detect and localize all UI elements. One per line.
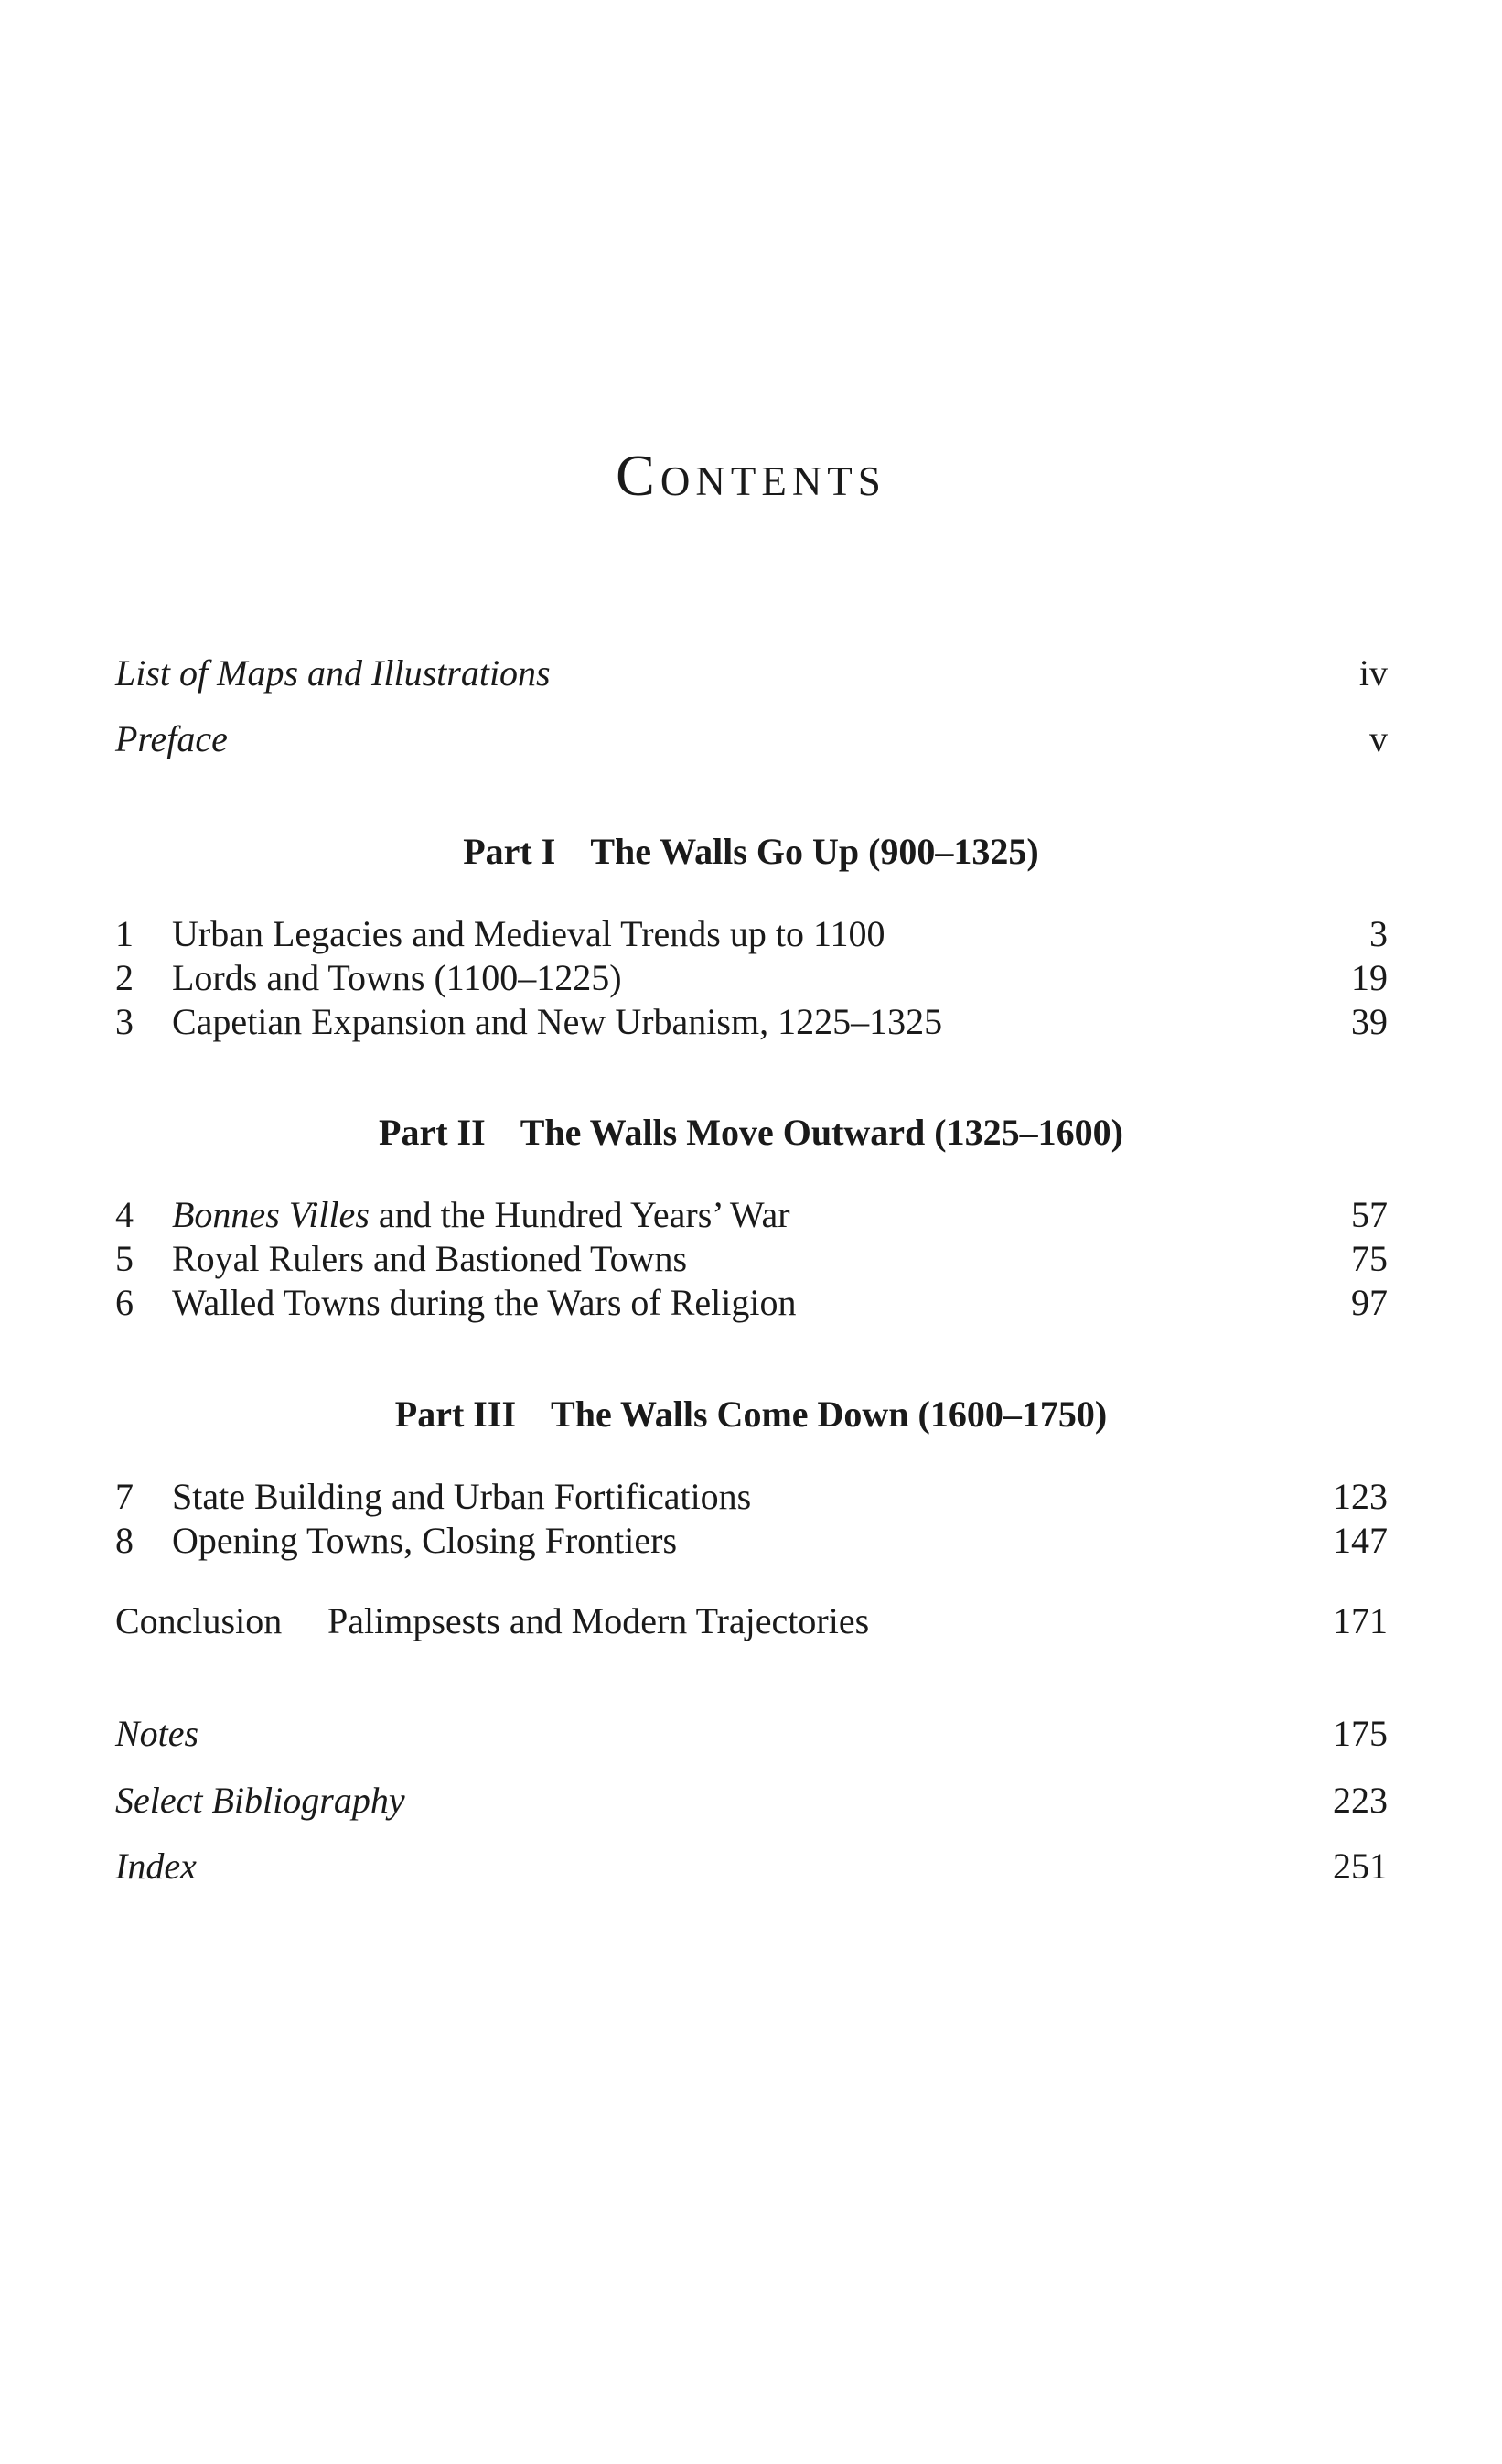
toc-page-number: 171 [1333, 1600, 1388, 1641]
toc-chapter-4[interactable] [115, 1191, 1388, 1239]
toc-entry-preface[interactable] [115, 716, 1388, 763]
toc-page-number: v [1369, 718, 1388, 759]
toc-chapter-6[interactable] [115, 1279, 1388, 1327]
part-heading-2 [0, 1109, 1502, 1157]
toc-page-number: 223 [1333, 1780, 1388, 1821]
toc-page-number: 97 [1351, 1282, 1388, 1323]
toc-chapter-7[interactable] [115, 1473, 1388, 1521]
toc-entry-label: Index [115, 1845, 197, 1887]
toc-entry-label: Select Bibliography [115, 1780, 405, 1821]
toc-page-number: 175 [1333, 1713, 1388, 1754]
part-title: The Walls Move Outward (1325–1600) [520, 1112, 1123, 1153]
toc-entry-index[interactable] [115, 1843, 1388, 1890]
chapter-title-rest: and the Hundred Years’ War [369, 1194, 790, 1235]
chapter-title: Opening Towns, Closing Frontiers [172, 1520, 678, 1561]
page-title: Contents [616, 442, 886, 508]
part-label: Part I [463, 831, 556, 872]
toc-entry-label: List of Maps and Illustrations [115, 652, 551, 694]
chapter-title: Capetian Expansion and New Urbanism, 1225–1325 [172, 1001, 943, 1042]
chapter-title-emphasis: Bonnes Villes [172, 1194, 370, 1235]
chapter-title: Walled Towns during the Wars of Religion [172, 1282, 797, 1323]
chapter-number: 2 [115, 957, 134, 998]
toc-entry-label: Notes [115, 1713, 199, 1754]
toc-entry-bibliography[interactable] [115, 1777, 1388, 1824]
conclusion-title: Palimpsests and Modern Trajectories [327, 1600, 870, 1641]
toc-conclusion[interactable] [115, 1598, 1388, 1645]
chapter-title: Royal Rulers and Bastioned Towns [172, 1238, 688, 1279]
chapter-title: Urban Legacies and Medieval Trends up to 1100 [172, 913, 885, 954]
toc-page-number: 3 [1369, 913, 1388, 954]
part-title: The Walls Come Down (1600–1750) [551, 1393, 1108, 1435]
toc-chapter-5[interactable] [115, 1235, 1388, 1283]
chapter-number: 8 [115, 1520, 134, 1561]
chapter-number: 6 [115, 1282, 134, 1323]
toc-page-number: 251 [1333, 1845, 1388, 1887]
toc-entry-notes[interactable] [115, 1710, 1388, 1758]
toc-entry-maps[interactable] [115, 650, 1388, 697]
toc-page-number: 19 [1351, 957, 1388, 998]
conclusion-label: Conclusion [115, 1600, 283, 1641]
chapter-title: State Building and Urban Fortifications [172, 1476, 752, 1517]
toc-page-number: 57 [1351, 1194, 1388, 1235]
chapter-number: 3 [115, 1001, 134, 1042]
toc-page-number: 123 [1333, 1476, 1388, 1517]
chapter-number: 7 [115, 1476, 134, 1517]
chapter-number: 5 [115, 1238, 134, 1279]
toc-chapter-3[interactable] [115, 998, 1388, 1046]
part-heading-1 [0, 828, 1502, 876]
chapter-title [172, 1191, 1314, 1239]
toc-page-number: 147 [1333, 1520, 1388, 1561]
toc-chapter-8[interactable] [115, 1517, 1388, 1565]
chapter-number: 4 [115, 1194, 134, 1235]
chapter-title: Lords and Towns (1100–1225) [172, 957, 622, 998]
toc-page-number: 39 [1351, 1001, 1388, 1042]
part-heading-3 [0, 1391, 1502, 1438]
toc-page-number: iv [1358, 652, 1388, 694]
toc-chapter-2[interactable] [115, 954, 1388, 1002]
toc-page-number: 75 [1351, 1238, 1388, 1279]
toc-entry-label: Preface [115, 718, 228, 759]
part-label: Part II [379, 1112, 486, 1153]
part-label: Part III [394, 1393, 517, 1435]
part-title: The Walls Go Up (900–1325) [590, 831, 1039, 872]
toc-chapter-1[interactable] [115, 910, 1388, 958]
chapter-number: 1 [115, 913, 134, 954]
